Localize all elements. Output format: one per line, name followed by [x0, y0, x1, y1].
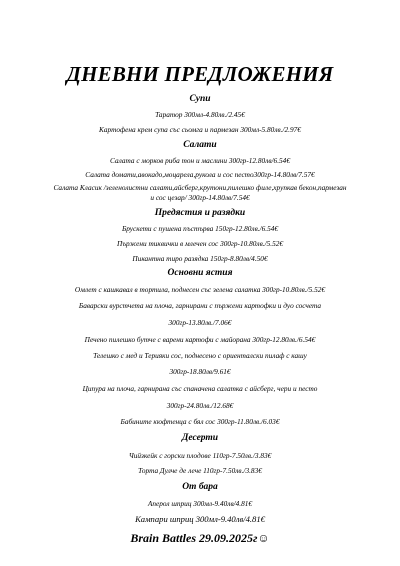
menu-item: Картофена крем супа със сьомга и пармезан 300мл-5.80лв./2.97€ [99, 125, 301, 134]
menu-item: Салата с морков риба тон и маслини 300гр-12.80лв/6.54€ [110, 156, 290, 165]
menu-item-price: 300гр-13.80лв./7.06€ [168, 318, 232, 327]
section-heading-mains: Основни ястия [167, 268, 233, 278]
page-title: ДНЕВНИ ПРЕДЛОЖЕНИЯ [66, 62, 334, 86]
menu-item-price: 300гр-24.80лв./12.68€ [166, 401, 234, 410]
menu-item: Салата Класик /зеленолистни салати,айсберг,крутони,пилешко филе,хрупкав бекон,пармезан и сос цезар/ 300гр-14.80лв/7.54€ [53, 183, 347, 202]
menu-item: Телешко с мед и Терияки сос, поднесено с ориенталски пилаф с кашу [93, 351, 307, 360]
menu-item-price: 300гр-18.80лв/9.61€ [169, 367, 231, 376]
menu-item: Таратор 300мл-4.80лв./2.45€ [155, 110, 245, 119]
menu-item: Баварски вурстчета на плоча, гарнирани с пържени картофки и дуо сосчета [78, 301, 322, 310]
section-heading-soups: Супи [189, 94, 211, 104]
menu-item: Омлет с кашкавал в тортила, поднесен със зелена салатка 300гр-10.80лв./5.52€ [74, 285, 326, 294]
menu-item: Пикантна тиро разядка 150гр-8.80лв/4.50€ [132, 254, 268, 263]
menu-item: Чийзкейк с горски плодове 110гр-7.50лв./3.83€ [128, 451, 272, 460]
menu-item: Пържени тиквички в млечен сос 300гр-10.80лв./5.52€ [116, 239, 284, 248]
menu-item: Торта Дулче де лече 110гр-7.50лв./3.83€ [138, 466, 262, 475]
menu-item: Печено пилешко бутче с варени картофи с майорана 300гр-12.80лв./6.54€ [84, 335, 316, 344]
menu-item: Кампари шприц 300мл-9.40лв/4.81€ [135, 514, 265, 524]
menu-item: Салата домати,авокадо,моцарела,рукола и сос песто300гр-14.80лв/7.57€ [85, 170, 315, 179]
section-heading-desserts: Десерти [181, 433, 219, 443]
section-heading-starters: Предястия и разядки [154, 208, 246, 218]
menu-item: Ципура на плоча, гарнирана със спаначена салатка с айсберг, чери и песто [82, 384, 318, 393]
event-footer: Brain Battles 29.09.2025г☺ [130, 531, 270, 545]
section-heading-salads: Салати [183, 140, 217, 150]
menu-item: Брускети с пушена пъстърва 150гр-12.80лв./6.54€ [121, 224, 279, 233]
menu-item: Бабините кюфтенца с бял сос 300гр-11.80лв./6.03€ [120, 417, 280, 426]
section-heading-bar: От бара [182, 482, 218, 492]
menu-item: Аперол шприц 300мл-9.40лв/4.81€ [147, 499, 253, 508]
